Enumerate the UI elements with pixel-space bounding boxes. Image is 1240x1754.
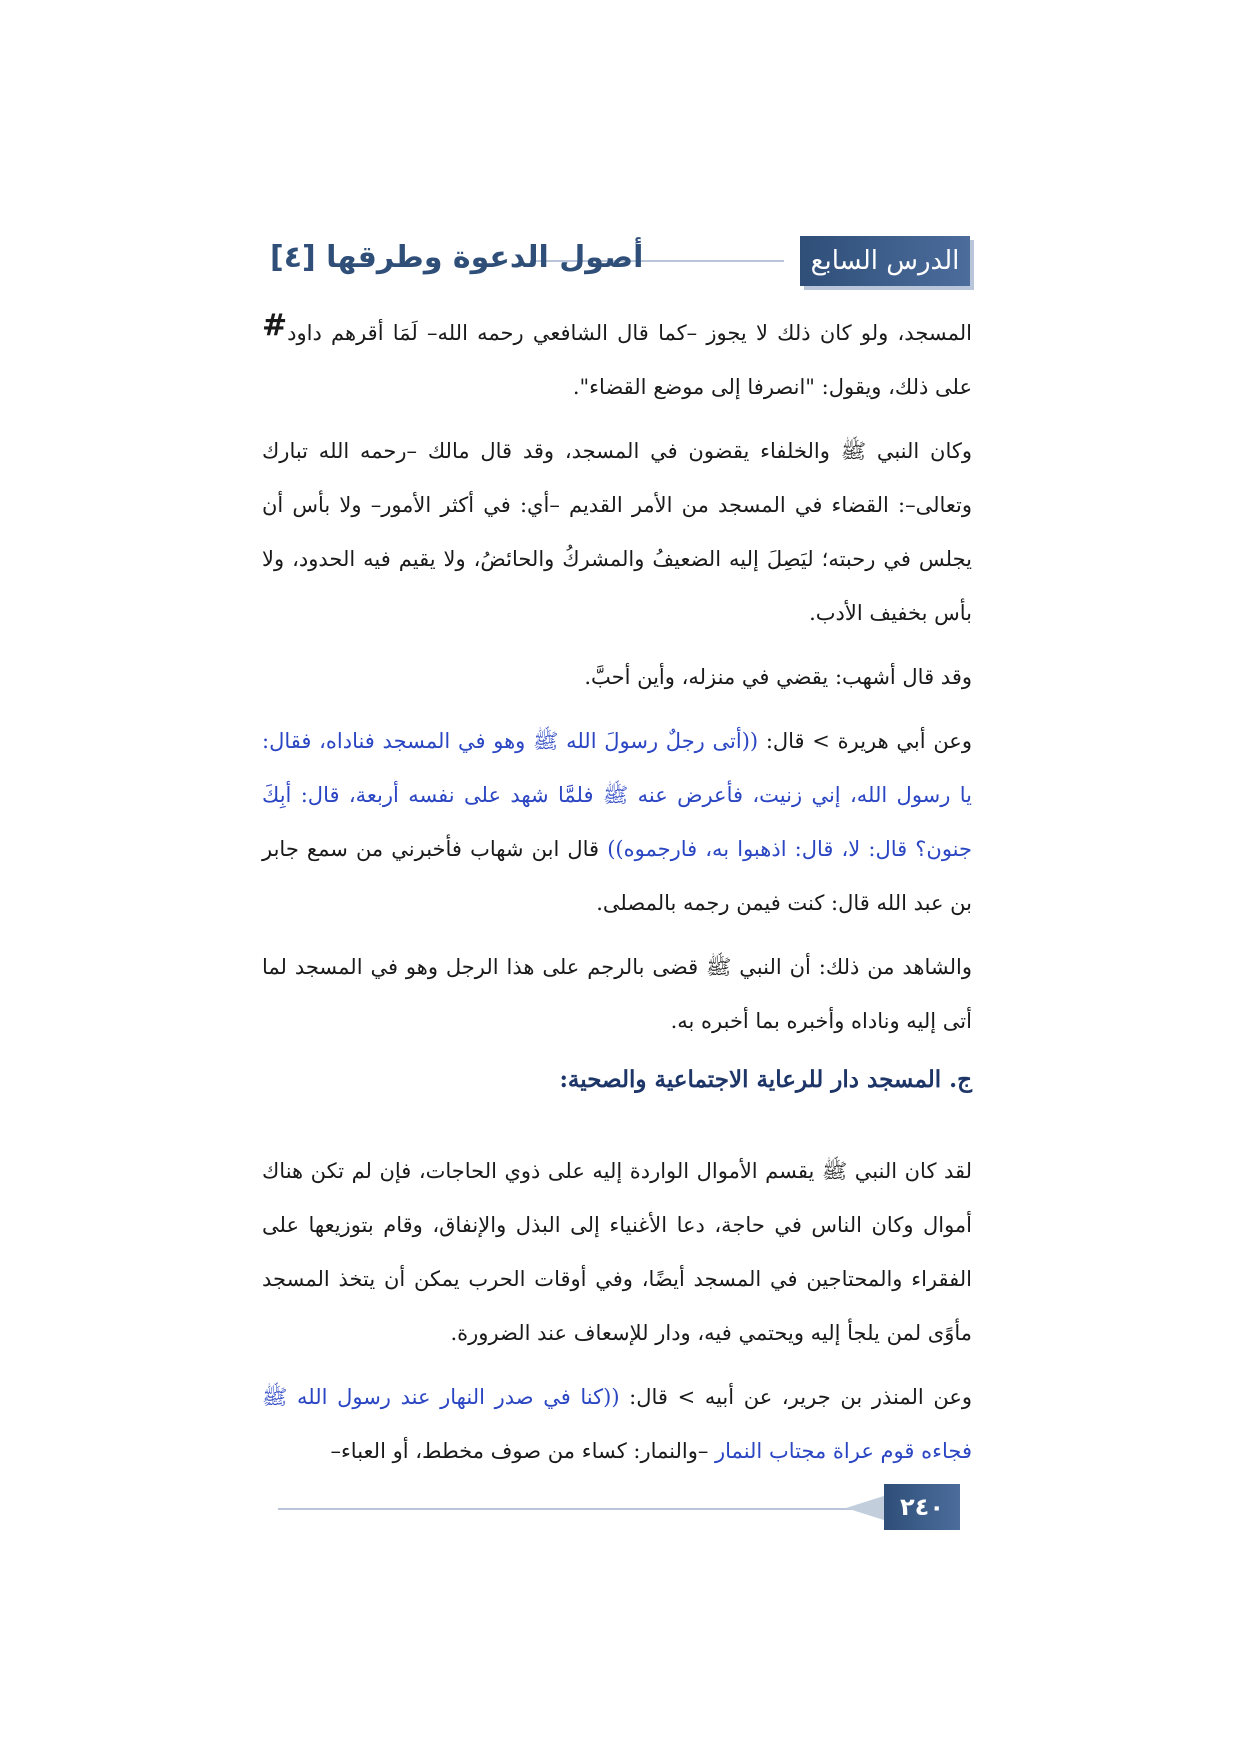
paragraph-mark: # xyxy=(262,308,288,343)
hadith-intro: وعن أبي هريرة > قال: xyxy=(758,729,972,753)
hadith-continuation: –والنمار: كساء من صوف مخطط، أو العباء– xyxy=(330,1439,716,1463)
paragraph xyxy=(262,714,972,930)
footer-rule xyxy=(278,1508,878,1510)
hadith-quote: ((كنا في صدر النهار عند رسول الله ﷺ فجاءه قوم عراة مجتاب النمار xyxy=(262,1385,972,1463)
book-title: أصول الدعوة وطرقها [٤] xyxy=(270,240,644,275)
paragraph: وقد قال أشهب: يقضي في منزله، وأين أحبَّ. xyxy=(584,665,972,689)
section-heading: ج. المسجد دار للرعاية الاجتماعية والصحية: xyxy=(559,1066,972,1093)
section-body xyxy=(262,1144,972,1488)
hadith-intro: وعن المنذر بن جرير، عن أبيه > قال: xyxy=(619,1385,973,1409)
paragraph xyxy=(262,306,972,414)
page-number-badge xyxy=(884,1484,960,1530)
hadith-quote: ((أتى رجلٌ رسولَ الله ﷺ وهو في المسجد فناداه، فقال: يا رسول الله، إني زنيت، فأعرض عنه ﷺ فلمَّا شهد على نفسه أربعة، قال: أبِكَ جنون؟ قال: لا، قال: اذهبوا به، فارجموه)) xyxy=(262,729,972,861)
paragraph-text: المسجد، ولو كان ذلك لا يجوز –كما قال الشافعي رحمه الله– لَمَا أقرهم داود على ذلك، ويقول: "انصرفا إلى موضع القضاء". xyxy=(287,321,972,399)
page-number: ٢٤٠ xyxy=(900,1493,944,1521)
lesson-badge xyxy=(800,236,970,286)
paragraph xyxy=(262,1370,972,1478)
page-header xyxy=(270,236,970,286)
paragraph: والشاهد من ذلك: أن النبي ﷺ قضى بالرجم على هذا الرجل وهو في المسجد لما أتى إليه وناداه وأخبره بما أخبره به. xyxy=(262,955,972,1033)
paragraph: لقد كان النبي ﷺ يقسم الأموال الواردة إليه على ذوي الحاجات، فإن لم تكن هناك أموال وكان الناس في حاجة، دعا الأغنياء إلى البذل والإنفاق، وقام بتوزيعها على الفقراء والمحتاجين في المسجد أيضًا، وفي أوقات الحرب يمكن أن يتخذ المسجد مأوًى لمن يلجأ إليه ويحتمي فيه، ودار للإسعاف عند الضرورة. xyxy=(262,1159,972,1345)
hadith-continuation: قال ابن شهاب فأخبرني من سمع جابر بن عبد الله قال: كنت فيمن رجمه بالمصلى. xyxy=(262,837,972,915)
lesson-label: الدرس السابع xyxy=(810,246,960,276)
paragraph: وكان النبي ﷺ والخلفاء يقضون في المسجد، وقد قال مالك –رحمه الله تبارك وتعالى–: القضاء في المسجد من الأمر القديم –أي: في أكثر الأمور– ولا بأس أن يجلس في رحبته؛ ليَصِلَ إليه الضعيفُ والمشركُ والحائضُ، ولا يقيم فيه الحدود، ولا بأس بخفيف الأدب. xyxy=(262,439,972,625)
body-text xyxy=(262,306,972,1058)
